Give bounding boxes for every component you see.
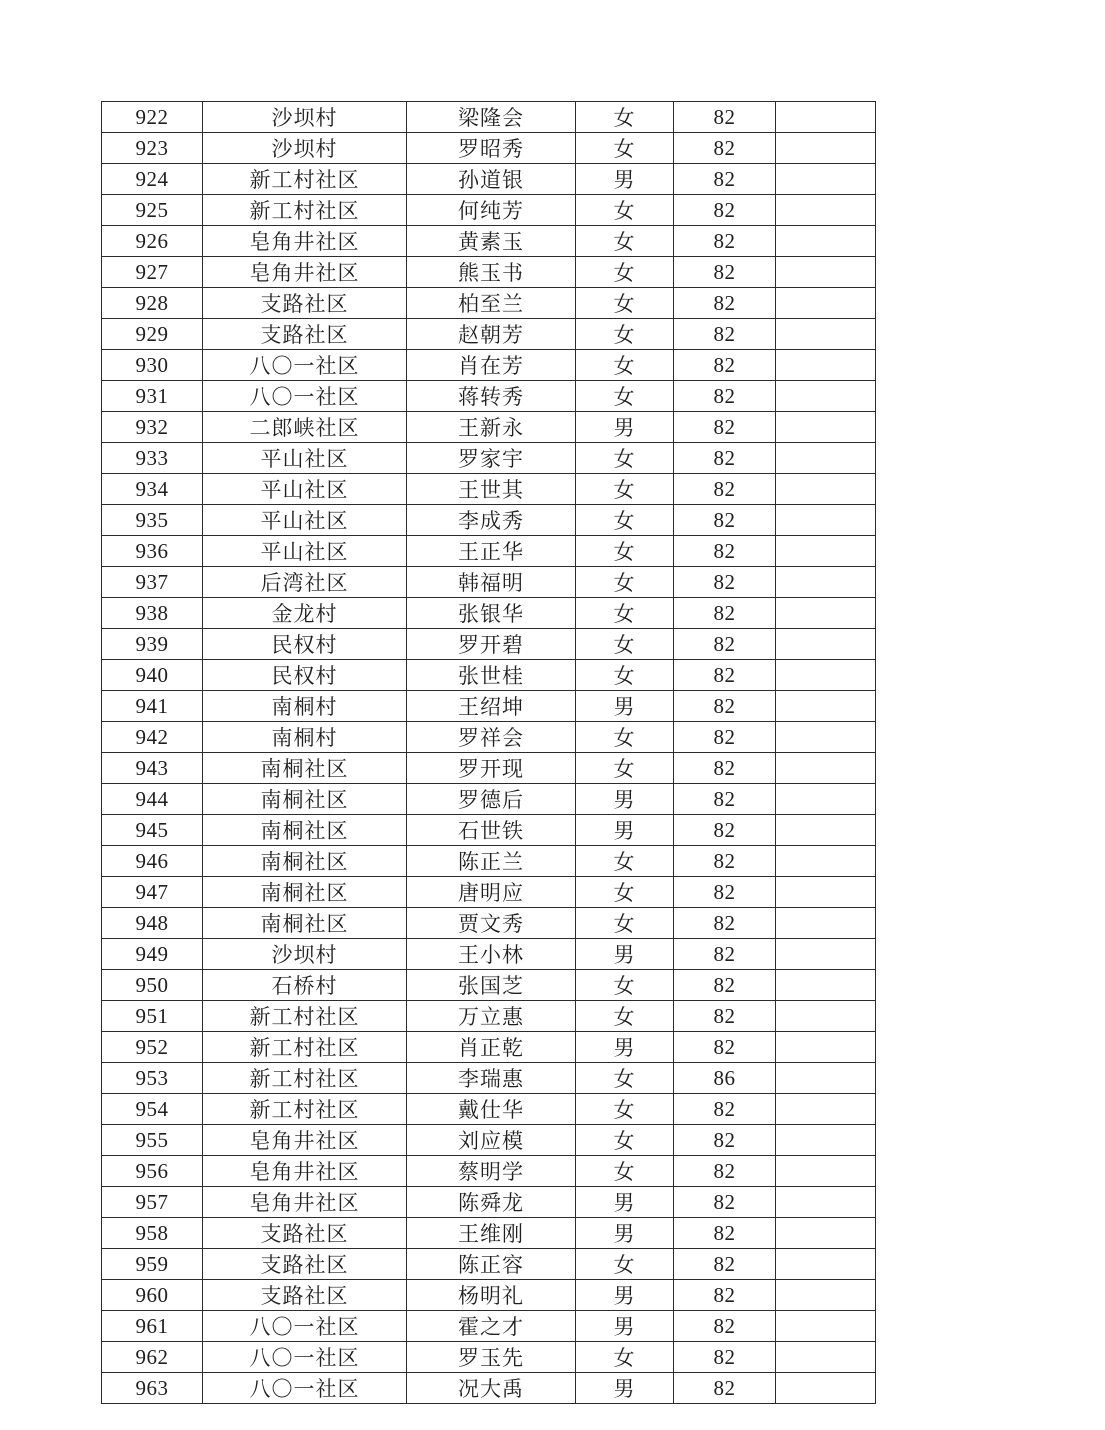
cell-gender: 女 xyxy=(576,350,674,381)
table-row xyxy=(102,257,876,288)
cell-note xyxy=(776,133,876,164)
cell-name: 罗家宇 xyxy=(407,443,576,474)
cell-index: 934 xyxy=(102,474,203,505)
cell-name: 杨明礼 xyxy=(407,1280,576,1311)
cell-village: 平山社区 xyxy=(203,505,407,536)
table-row xyxy=(102,1311,876,1342)
cell-age: 82 xyxy=(674,1218,776,1249)
cell-age: 82 xyxy=(674,350,776,381)
table-row xyxy=(102,195,876,226)
cell-gender: 男 xyxy=(576,1218,674,1249)
cell-village: 沙坝村 xyxy=(203,939,407,970)
table-row xyxy=(102,1342,876,1373)
table-row xyxy=(102,1218,876,1249)
cell-note xyxy=(776,1342,876,1373)
cell-index: 960 xyxy=(102,1280,203,1311)
cell-age: 82 xyxy=(674,226,776,257)
cell-name: 罗祥会 xyxy=(407,722,576,753)
table-row xyxy=(102,815,876,846)
cell-age: 82 xyxy=(674,102,776,133)
cell-village: 八〇一社区 xyxy=(203,1342,407,1373)
cell-index: 945 xyxy=(102,815,203,846)
cell-note xyxy=(776,505,876,536)
cell-note xyxy=(776,195,876,226)
cell-index: 955 xyxy=(102,1125,203,1156)
cell-name: 王正华 xyxy=(407,536,576,567)
cell-index: 954 xyxy=(102,1094,203,1125)
cell-village: 支路社区 xyxy=(203,319,407,350)
cell-index: 931 xyxy=(102,381,203,412)
cell-name: 王世其 xyxy=(407,474,576,505)
cell-name: 石世铁 xyxy=(407,815,576,846)
cell-village: 二郎峡社区 xyxy=(203,412,407,443)
cell-village: 平山社区 xyxy=(203,474,407,505)
cell-note xyxy=(776,1373,876,1404)
cell-village: 平山社区 xyxy=(203,536,407,567)
cell-gender: 女 xyxy=(576,381,674,412)
cell-gender: 女 xyxy=(576,567,674,598)
cell-age: 82 xyxy=(674,660,776,691)
cell-age: 82 xyxy=(674,412,776,443)
cell-name: 梁隆会 xyxy=(407,102,576,133)
cell-village: 沙坝村 xyxy=(203,102,407,133)
table-row xyxy=(102,939,876,970)
cell-note xyxy=(776,536,876,567)
table-row xyxy=(102,660,876,691)
cell-index: 949 xyxy=(102,939,203,970)
cell-gender: 女 xyxy=(576,846,674,877)
cell-gender: 男 xyxy=(576,164,674,195)
cell-name: 肖在芳 xyxy=(407,350,576,381)
cell-gender: 女 xyxy=(576,1156,674,1187)
cell-age: 82 xyxy=(674,939,776,970)
cell-age: 82 xyxy=(674,877,776,908)
cell-gender: 女 xyxy=(576,505,674,536)
cell-gender: 女 xyxy=(576,1125,674,1156)
cell-village: 南桐社区 xyxy=(203,908,407,939)
cell-gender: 男 xyxy=(576,1373,674,1404)
cell-gender: 女 xyxy=(576,319,674,350)
cell-name: 唐明应 xyxy=(407,877,576,908)
cell-index: 963 xyxy=(102,1373,203,1404)
cell-note xyxy=(776,877,876,908)
cell-index: 939 xyxy=(102,629,203,660)
cell-index: 930 xyxy=(102,350,203,381)
cell-village: 南桐社区 xyxy=(203,784,407,815)
cell-name: 柏至兰 xyxy=(407,288,576,319)
cell-note xyxy=(776,381,876,412)
cell-name: 孙道银 xyxy=(407,164,576,195)
cell-village: 八〇一社区 xyxy=(203,381,407,412)
cell-gender: 男 xyxy=(576,1280,674,1311)
cell-note xyxy=(776,443,876,474)
cell-name: 何纯芳 xyxy=(407,195,576,226)
cell-gender: 女 xyxy=(576,753,674,784)
table-row xyxy=(102,288,876,319)
cell-index: 927 xyxy=(102,257,203,288)
cell-index: 944 xyxy=(102,784,203,815)
table-row xyxy=(102,970,876,1001)
table-row xyxy=(102,536,876,567)
cell-index: 948 xyxy=(102,908,203,939)
cell-note xyxy=(776,1001,876,1032)
cell-gender: 男 xyxy=(576,1311,674,1342)
table-row xyxy=(102,784,876,815)
cell-note xyxy=(776,939,876,970)
cell-name: 王绍坤 xyxy=(407,691,576,722)
cell-name: 蔡明学 xyxy=(407,1156,576,1187)
cell-gender: 女 xyxy=(576,629,674,660)
cell-index: 933 xyxy=(102,443,203,474)
cell-gender: 女 xyxy=(576,660,674,691)
cell-name: 戴仕华 xyxy=(407,1094,576,1125)
cell-note xyxy=(776,660,876,691)
cell-index: 962 xyxy=(102,1342,203,1373)
cell-gender: 男 xyxy=(576,1187,674,1218)
cell-index: 936 xyxy=(102,536,203,567)
cell-name: 李瑞惠 xyxy=(407,1063,576,1094)
table-row xyxy=(102,1063,876,1094)
table-row xyxy=(102,102,876,133)
cell-gender: 男 xyxy=(576,784,674,815)
cell-index: 941 xyxy=(102,691,203,722)
table-row xyxy=(102,877,876,908)
cell-name: 刘应模 xyxy=(407,1125,576,1156)
cell-note xyxy=(776,815,876,846)
cell-gender: 女 xyxy=(576,598,674,629)
cell-village: 新工村社区 xyxy=(203,195,407,226)
cell-gender: 女 xyxy=(576,102,674,133)
cell-name: 张银华 xyxy=(407,598,576,629)
cell-age: 82 xyxy=(674,1280,776,1311)
cell-gender: 女 xyxy=(576,877,674,908)
cell-age: 82 xyxy=(674,319,776,350)
cell-village: 支路社区 xyxy=(203,1280,407,1311)
table-row xyxy=(102,474,876,505)
cell-village: 皂角井社区 xyxy=(203,1125,407,1156)
cell-gender: 女 xyxy=(576,443,674,474)
table-row xyxy=(102,443,876,474)
cell-note xyxy=(776,1032,876,1063)
cell-village: 新工村社区 xyxy=(203,1094,407,1125)
cell-name: 王小林 xyxy=(407,939,576,970)
cell-name: 罗玉先 xyxy=(407,1342,576,1373)
table-row xyxy=(102,1249,876,1280)
cell-index: 928 xyxy=(102,288,203,319)
cell-age: 82 xyxy=(674,598,776,629)
cell-index: 959 xyxy=(102,1249,203,1280)
cell-age: 82 xyxy=(674,1125,776,1156)
cell-name: 况大禹 xyxy=(407,1373,576,1404)
cell-note xyxy=(776,1063,876,1094)
cell-age: 82 xyxy=(674,784,776,815)
cell-village: 新工村社区 xyxy=(203,1032,407,1063)
cell-gender: 女 xyxy=(576,226,674,257)
table-row xyxy=(102,567,876,598)
table-row xyxy=(102,319,876,350)
cell-village: 皂角井社区 xyxy=(203,257,407,288)
cell-name: 万立惠 xyxy=(407,1001,576,1032)
cell-village: 南桐社区 xyxy=(203,815,407,846)
cell-note xyxy=(776,164,876,195)
cell-name: 罗开现 xyxy=(407,753,576,784)
cell-village: 南桐村 xyxy=(203,722,407,753)
table-row xyxy=(102,1187,876,1218)
cell-gender: 女 xyxy=(576,1249,674,1280)
cell-note xyxy=(776,567,876,598)
table-row xyxy=(102,629,876,660)
cell-village: 南桐社区 xyxy=(203,753,407,784)
cell-gender: 男 xyxy=(576,412,674,443)
cell-note xyxy=(776,1280,876,1311)
cell-note xyxy=(776,970,876,1001)
cell-age: 82 xyxy=(674,815,776,846)
table-row xyxy=(102,1125,876,1156)
cell-gender: 女 xyxy=(576,257,674,288)
cell-village: 八〇一社区 xyxy=(203,1311,407,1342)
cell-age: 82 xyxy=(674,1342,776,1373)
cell-index: 951 xyxy=(102,1001,203,1032)
cell-village: 八〇一社区 xyxy=(203,350,407,381)
cell-index: 958 xyxy=(102,1218,203,1249)
cell-note xyxy=(776,691,876,722)
cell-village: 支路社区 xyxy=(203,1249,407,1280)
cell-age: 82 xyxy=(674,753,776,784)
cell-note xyxy=(776,1249,876,1280)
table-row xyxy=(102,598,876,629)
cell-index: 924 xyxy=(102,164,203,195)
cell-gender: 男 xyxy=(576,1032,674,1063)
cell-note xyxy=(776,412,876,443)
cell-gender: 女 xyxy=(576,722,674,753)
cell-note xyxy=(776,102,876,133)
cell-age: 82 xyxy=(674,257,776,288)
cell-age: 82 xyxy=(674,1373,776,1404)
cell-name: 黄素玉 xyxy=(407,226,576,257)
cell-index: 946 xyxy=(102,846,203,877)
cell-village: 金龙村 xyxy=(203,598,407,629)
cell-note xyxy=(776,1187,876,1218)
table-row xyxy=(102,1156,876,1187)
cell-age: 82 xyxy=(674,381,776,412)
cell-village: 新工村社区 xyxy=(203,164,407,195)
cell-age: 86 xyxy=(674,1063,776,1094)
cell-village: 新工村社区 xyxy=(203,1063,407,1094)
cell-gender: 男 xyxy=(576,815,674,846)
cell-village: 沙坝村 xyxy=(203,133,407,164)
table-row xyxy=(102,908,876,939)
cell-age: 82 xyxy=(674,536,776,567)
cell-gender: 女 xyxy=(576,288,674,319)
cell-age: 82 xyxy=(674,1156,776,1187)
cell-village: 平山社区 xyxy=(203,443,407,474)
cell-age: 82 xyxy=(674,846,776,877)
cell-index: 923 xyxy=(102,133,203,164)
cell-village: 南桐社区 xyxy=(203,846,407,877)
cell-village: 民权村 xyxy=(203,660,407,691)
cell-gender: 女 xyxy=(576,133,674,164)
cell-note xyxy=(776,722,876,753)
cell-village: 新工村社区 xyxy=(203,1001,407,1032)
table-row xyxy=(102,1001,876,1032)
cell-age: 82 xyxy=(674,133,776,164)
cell-note xyxy=(776,753,876,784)
cell-village: 支路社区 xyxy=(203,288,407,319)
cell-note xyxy=(776,1094,876,1125)
cell-index: 942 xyxy=(102,722,203,753)
cell-index: 932 xyxy=(102,412,203,443)
cell-index: 925 xyxy=(102,195,203,226)
table-row xyxy=(102,412,876,443)
cell-note xyxy=(776,350,876,381)
cell-gender: 女 xyxy=(576,1342,674,1373)
cell-village: 皂角井社区 xyxy=(203,1156,407,1187)
cell-age: 82 xyxy=(674,908,776,939)
table-row xyxy=(102,1032,876,1063)
cell-village: 皂角井社区 xyxy=(203,226,407,257)
cell-name: 罗德后 xyxy=(407,784,576,815)
table-row xyxy=(102,505,876,536)
cell-name: 陈舜龙 xyxy=(407,1187,576,1218)
roster-table xyxy=(101,101,876,1404)
table-row xyxy=(102,846,876,877)
cell-name: 蒋转秀 xyxy=(407,381,576,412)
cell-index: 947 xyxy=(102,877,203,908)
table-row xyxy=(102,164,876,195)
cell-gender: 女 xyxy=(576,195,674,226)
cell-gender: 男 xyxy=(576,939,674,970)
cell-village: 后湾社区 xyxy=(203,567,407,598)
cell-name: 霍之才 xyxy=(407,1311,576,1342)
cell-index: 922 xyxy=(102,102,203,133)
cell-name: 陈正兰 xyxy=(407,846,576,877)
table-row xyxy=(102,722,876,753)
cell-index: 935 xyxy=(102,505,203,536)
cell-name: 韩福明 xyxy=(407,567,576,598)
cell-note xyxy=(776,629,876,660)
cell-age: 82 xyxy=(674,1094,776,1125)
cell-village: 八〇一社区 xyxy=(203,1373,407,1404)
cell-index: 953 xyxy=(102,1063,203,1094)
cell-note xyxy=(776,908,876,939)
cell-note xyxy=(776,257,876,288)
cell-village: 支路社区 xyxy=(203,1218,407,1249)
cell-note xyxy=(776,1311,876,1342)
cell-index: 940 xyxy=(102,660,203,691)
cell-note xyxy=(776,319,876,350)
cell-gender: 女 xyxy=(576,970,674,1001)
cell-index: 929 xyxy=(102,319,203,350)
cell-gender: 女 xyxy=(576,1094,674,1125)
cell-index: 956 xyxy=(102,1156,203,1187)
table-row xyxy=(102,1280,876,1311)
cell-gender: 女 xyxy=(576,908,674,939)
cell-village: 民权村 xyxy=(203,629,407,660)
cell-gender: 女 xyxy=(576,1063,674,1094)
cell-gender: 女 xyxy=(576,536,674,567)
cell-village: 南桐社区 xyxy=(203,877,407,908)
cell-name: 王新永 xyxy=(407,412,576,443)
cell-name: 熊玉书 xyxy=(407,257,576,288)
cell-age: 82 xyxy=(674,443,776,474)
cell-age: 82 xyxy=(674,691,776,722)
cell-note xyxy=(776,1218,876,1249)
cell-name: 张国芝 xyxy=(407,970,576,1001)
cell-name: 李成秀 xyxy=(407,505,576,536)
cell-village: 石桥村 xyxy=(203,970,407,1001)
table-row xyxy=(102,1373,876,1404)
cell-index: 926 xyxy=(102,226,203,257)
cell-name: 王维刚 xyxy=(407,1218,576,1249)
cell-index: 937 xyxy=(102,567,203,598)
cell-name: 张世桂 xyxy=(407,660,576,691)
cell-age: 82 xyxy=(674,1001,776,1032)
cell-index: 950 xyxy=(102,970,203,1001)
cell-age: 82 xyxy=(674,474,776,505)
cell-gender: 女 xyxy=(576,1001,674,1032)
cell-age: 82 xyxy=(674,970,776,1001)
cell-note xyxy=(776,846,876,877)
cell-note xyxy=(776,288,876,319)
cell-index: 957 xyxy=(102,1187,203,1218)
cell-age: 82 xyxy=(674,288,776,319)
table-row xyxy=(102,381,876,412)
cell-age: 82 xyxy=(674,567,776,598)
cell-age: 82 xyxy=(674,505,776,536)
cell-age: 82 xyxy=(674,722,776,753)
cell-gender: 男 xyxy=(576,691,674,722)
cell-note xyxy=(776,598,876,629)
table-row xyxy=(102,133,876,164)
cell-age: 82 xyxy=(674,629,776,660)
cell-age: 82 xyxy=(674,164,776,195)
cell-name: 贾文秀 xyxy=(407,908,576,939)
cell-age: 82 xyxy=(674,1032,776,1063)
cell-age: 82 xyxy=(674,1249,776,1280)
cell-index: 961 xyxy=(102,1311,203,1342)
cell-name: 罗昭秀 xyxy=(407,133,576,164)
cell-note xyxy=(776,226,876,257)
roster-table-body xyxy=(102,102,876,1404)
cell-index: 952 xyxy=(102,1032,203,1063)
cell-name: 肖正乾 xyxy=(407,1032,576,1063)
cell-name: 陈正容 xyxy=(407,1249,576,1280)
cell-age: 82 xyxy=(674,1187,776,1218)
cell-index: 943 xyxy=(102,753,203,784)
table-row xyxy=(102,691,876,722)
cell-village: 南桐村 xyxy=(203,691,407,722)
cell-note xyxy=(776,1125,876,1156)
cell-village: 皂角井社区 xyxy=(203,1187,407,1218)
cell-name: 罗开碧 xyxy=(407,629,576,660)
cell-name: 赵朝芳 xyxy=(407,319,576,350)
cell-age: 82 xyxy=(674,1311,776,1342)
table-row xyxy=(102,753,876,784)
table-row xyxy=(102,226,876,257)
cell-age: 82 xyxy=(674,195,776,226)
cell-note xyxy=(776,474,876,505)
cell-gender: 女 xyxy=(576,474,674,505)
cell-note xyxy=(776,784,876,815)
cell-note xyxy=(776,1156,876,1187)
table-row xyxy=(102,1094,876,1125)
cell-index: 938 xyxy=(102,598,203,629)
table-row xyxy=(102,350,876,381)
